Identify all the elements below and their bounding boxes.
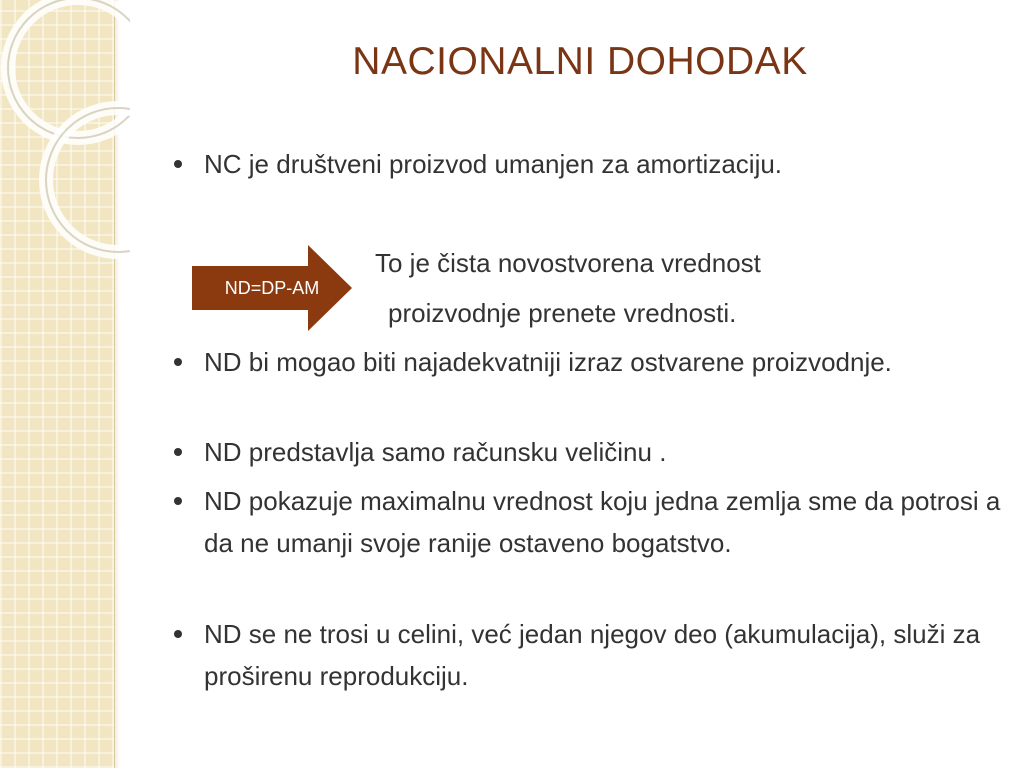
- bullet-dot: [174, 630, 182, 638]
- slide-title: NACIONALNI DOHODAK: [352, 40, 808, 83]
- decorative-circles: [0, 0, 130, 260]
- bullet-text: NC je društveni proizvod umanjen za amortizaciju.: [204, 149, 783, 179]
- bullet-item: [174, 143, 1004, 185]
- bullet-dot: [174, 448, 182, 456]
- bullet-item: [174, 480, 1004, 564]
- formula-label: ND=DP-AM: [224, 278, 320, 298]
- bullet-text: ND bi mogao biti najadekvatniji izraz ostvarene proizvodnje.: [204, 347, 892, 377]
- formula-description-line2: proizvodnje prenete vrednosti.: [388, 298, 737, 328]
- bullet-item: [174, 431, 1004, 473]
- bullet-item: [174, 341, 1004, 383]
- bullet-text: ND pokazuje maximalnu vrednost koju jedna zemlja sme da potrosi a da ne umanji svoje ranije ostaveno bogatstvo.: [204, 486, 1001, 558]
- bullet-dot: [174, 358, 182, 366]
- bullet-text: ND predstavlja samo računsku veličinu .: [204, 437, 667, 467]
- formula-description-line1: To je čista novostvorena vrednost: [375, 248, 761, 278]
- bullet-item: [174, 613, 1004, 697]
- bullet-dot: [174, 160, 182, 168]
- bullet-text: ND se ne trosi u celini, već jedan njegov deo (akumulacija), služi za proširenu reprodukciju.: [204, 619, 981, 691]
- bullet-dot: [174, 497, 182, 505]
